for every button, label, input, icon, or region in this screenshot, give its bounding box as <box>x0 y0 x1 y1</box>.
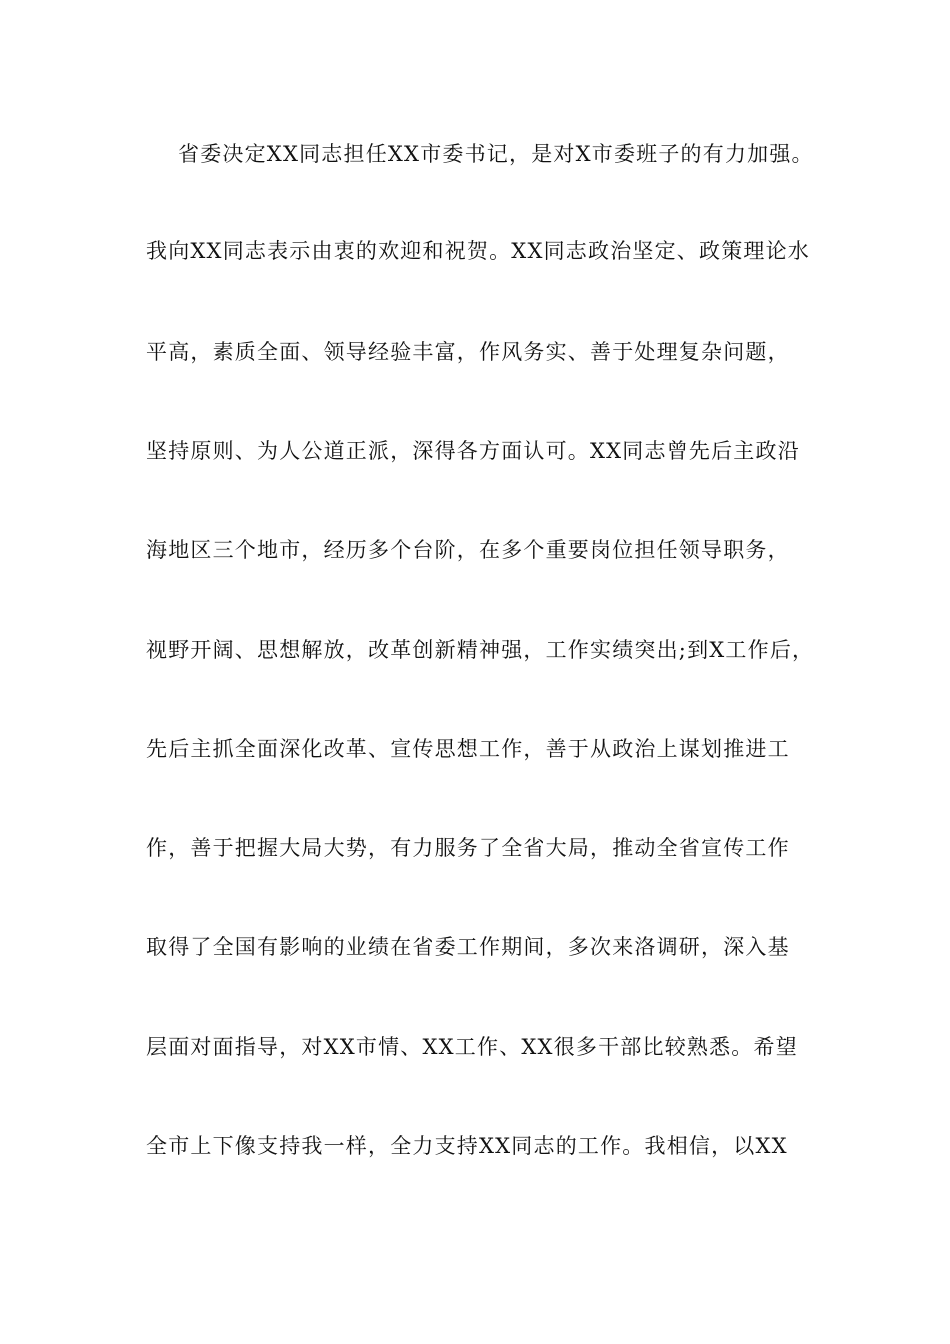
paragraph-line-9: 取得了全国有影响的业绩在省委工作期间，多次来洛调研，深入基 <box>146 935 790 959</box>
paragraph-line-6: 视野开阔、思想解放，改革创新精神强，工作实绩突出;到X工作后， <box>146 638 815 662</box>
paragraph-line-2: 我向XX同志表示由衷的欢迎和祝贺。XX同志政治坚定、政策理论水 <box>146 239 810 263</box>
paragraph-line-3: 平高，素质全面、领导经验丰富，作风务实、善于处理复杂问题， <box>146 340 790 364</box>
paragraph-line-5: 海地区三个地市，经历多个台阶，在多个重要岗位担任领导职务， <box>146 538 790 562</box>
paragraph-line-7: 先后主抓全面深化改革、宣传思想工作，善于从政治上谋划推进工 <box>146 737 790 761</box>
paragraph-line-11: 全市上下像支持我一样，全力支持XX同志的工作。我相信，以XX <box>146 1134 788 1158</box>
paragraph-line-10: 层面对面指导，对XX市情、XX工作、XX很多干部比较熟悉。希望 <box>146 1035 798 1059</box>
paragraph-line-1: 省委决定XX同志担任XX市委书记，是对X市委班子的有力加强。 <box>178 142 814 166</box>
paragraph-line-4: 坚持原则、为人公道正派，深得各方面认可。XX同志曾先后主政沿 <box>146 439 800 463</box>
paragraph-line-8: 作，善于把握大局大势，有力服务了全省大局，推动全省宣传工作 <box>146 836 790 860</box>
